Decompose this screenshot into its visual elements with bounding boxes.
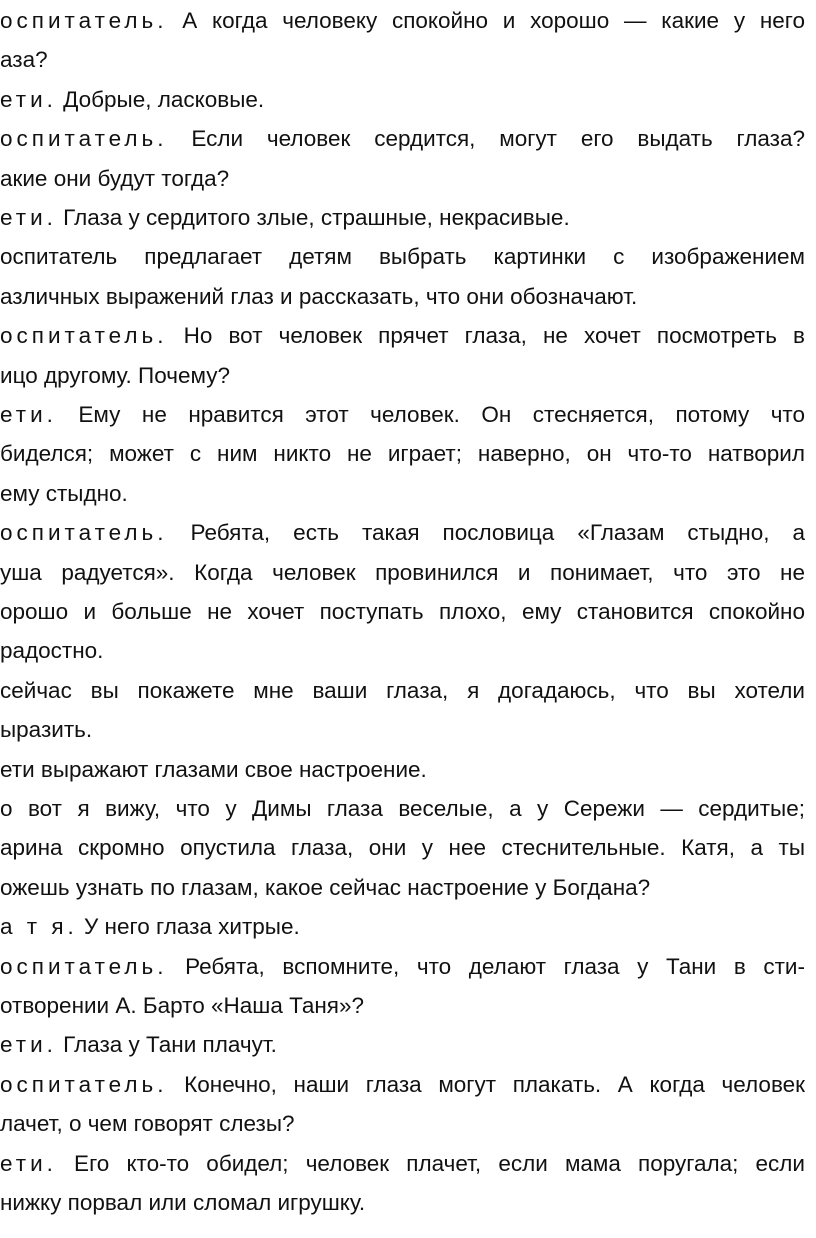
speaker-label: ети.	[0, 205, 57, 230]
speaker-label: ети.	[0, 1150, 57, 1176]
line-text: Ему не нравится этот человек. Он стесняется, потому что	[56, 402, 805, 427]
speaker-label: ети.	[0, 1032, 57, 1058]
line-text: арина скромно опустила глаза, они у нее стеснительные. Катя, а ты	[0, 835, 805, 861]
text-line	[0, 710, 805, 750]
text-line	[0, 868, 805, 908]
line-text: азличных выражений глаз и рассказать, что они обозначают.	[0, 283, 638, 309]
line-text: радостно.	[0, 638, 104, 664]
line-text: Глаза у Тани плачут.	[56, 1032, 277, 1058]
speaker-label: оспитатель.	[0, 8, 168, 33]
text-line	[0, 631, 805, 671]
text-line	[0, 513, 805, 553]
text-line	[0, 434, 805, 474]
text-line	[0, 789, 805, 829]
text-line	[0, 1065, 805, 1105]
line-text: Конечно, наши глаза могут плакать. А когда человек	[167, 1071, 805, 1097]
text-line	[0, 671, 805, 711]
text-line	[0, 159, 805, 199]
line-text: ети выражают глазами свое настроение.	[0, 756, 427, 782]
text-line	[0, 750, 805, 790]
speaker-label: оспитатель.	[0, 953, 168, 979]
text-line	[0, 474, 805, 514]
line-text: уша радуется». Когда человек провинился и понимает, что это не	[0, 559, 805, 585]
line-text: ыразить.	[0, 717, 93, 743]
text-line	[0, 1025, 805, 1065]
speaker-label: оспитатель.	[0, 520, 168, 546]
text-line	[0, 1, 805, 41]
line-text: ицо другому. Почему?	[0, 362, 230, 388]
line-text: оспитатель предлагает детям выбрать картинки с изображением	[0, 244, 805, 270]
line-text: ожешь узнать по глазам, какое сейчас настроение у Богдана?	[0, 874, 651, 900]
speaker-label: оспитатель.	[0, 126, 168, 152]
line-text: Его кто-то обидел; человек плачет, если мама поругала; если	[56, 1150, 805, 1176]
speaker-label: а т я.	[0, 914, 78, 940]
line-text: Ребята, вспомните, что делают глаза у Тани в сти-	[167, 953, 805, 979]
line-text: Ребята, есть такая пословица «Глазам стыдно, а	[167, 520, 805, 546]
text-line	[0, 986, 805, 1026]
text-line	[0, 356, 805, 396]
text-line	[0, 828, 805, 868]
line-text: нижку порвал или сломал игрушку.	[0, 1190, 366, 1215]
text-line	[0, 40, 805, 80]
speaker-label: оспитатель.	[0, 323, 168, 349]
line-text: сейчас вы покажете мне ваши глаза, я догадаюсь, что вы хотели	[0, 677, 805, 703]
line-text: лачет, о чем говорят слезы?	[0, 1111, 295, 1137]
text-line	[0, 907, 805, 947]
speaker-label: ети.	[0, 402, 57, 427]
text-line	[0, 80, 805, 120]
line-text: Глаза у сердитого злые, страшные, некрасивые.	[56, 205, 570, 230]
line-text: А когда человеку спокойно и хорошо — какие у него	[167, 8, 805, 33]
text-line	[0, 592, 805, 632]
line-text: о вот я вижу, что у Димы глаза веселые, а у Сережи — сердитые;	[0, 796, 805, 821]
line-text: У него глаза хитрые.	[77, 914, 300, 940]
line-text: аза?	[0, 47, 48, 73]
line-text: акие они будут тогда?	[0, 165, 230, 191]
text-line	[0, 947, 805, 987]
line-text: Добрые, ласковые.	[56, 86, 265, 112]
line-text: отворении А. Барто «Наша Таня»?	[0, 993, 364, 1018]
text-line	[0, 316, 805, 356]
line-text: биделся; может с ним никто не играет; наверно, он что-то натворил	[0, 441, 805, 467]
text-line	[0, 395, 805, 435]
line-text: ему стыдно.	[0, 480, 128, 506]
speaker-label: ети.	[0, 86, 57, 112]
text-line	[0, 237, 805, 277]
text-line	[0, 1183, 805, 1223]
line-text: Если человек сердится, могут его выдать глаза?	[167, 126, 805, 152]
text-line	[0, 553, 805, 593]
text-line	[0, 1104, 805, 1144]
line-text: Но вот человек прячет глаза, не хочет посмотреть в	[167, 323, 805, 349]
text-line	[0, 1144, 805, 1184]
text-line	[0, 277, 805, 317]
speaker-label: оспитатель.	[0, 1071, 168, 1097]
text-line	[0, 198, 805, 238]
line-text: орошо и больше не хочет поступать плохо, ему становится спокойно	[0, 599, 805, 624]
text-line	[0, 119, 805, 159]
